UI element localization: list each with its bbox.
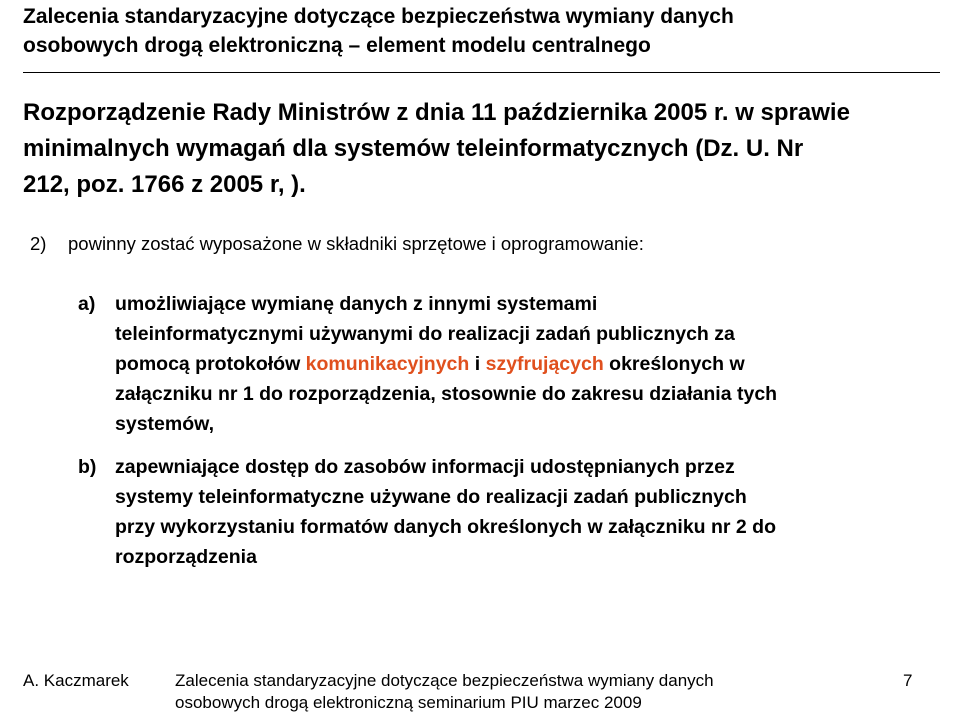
accent-word-komunikacyjnych: komunikacyjnych bbox=[305, 353, 470, 375]
item-a-line-3-mid: i bbox=[469, 353, 486, 375]
item-a-text bbox=[78, 289, 958, 439]
footer-text-line-1: Zalecenia standaryzacyjne dotyczące bezpieczeństwa wymiany danych bbox=[175, 671, 714, 690]
footer-text bbox=[175, 670, 815, 714]
point-2-number: 2) bbox=[30, 233, 47, 254]
item-a bbox=[78, 289, 958, 439]
page-number: 7 bbox=[903, 671, 913, 690]
slide-footer bbox=[23, 670, 943, 716]
item-b-line-1: zapewniające dostęp do zasobów informacji udostępnianych przez bbox=[115, 456, 735, 478]
title-divider bbox=[23, 72, 940, 73]
slide-title bbox=[23, 2, 943, 60]
point-2-text: powinny zostać wyposażone w składniki sprzętowe i oprogramowanie: bbox=[68, 233, 644, 254]
regulation-line-2: minimalnych wymagań dla systemów teleinformatycznych (Dz. U. Nr bbox=[23, 135, 804, 162]
item-b-letter: b) bbox=[78, 456, 97, 478]
regulation-line-1: Rozporządzenie Rady Ministrów z dnia 11 października 2005 r. w sprawie bbox=[23, 99, 850, 126]
footer-author: A. Kaczmarek bbox=[23, 671, 129, 690]
item-b-line-4: rozporządzenia bbox=[115, 546, 257, 568]
regulation-line-3: 212, poz. 1766 z 2005 r, ). bbox=[23, 171, 306, 198]
item-a-line-1: umożliwiające wymianę danych z innymi systemami bbox=[115, 293, 598, 315]
item-a-line-2: teleinformatycznymi używanymi do realizacji zadań publicznych za bbox=[115, 323, 735, 345]
item-a-line-3-pre: pomocą protokołów bbox=[115, 353, 306, 375]
title-line-2: osobowych drogą elektroniczną – element modelu centralnego bbox=[23, 34, 651, 57]
item-a-letter: a) bbox=[78, 293, 96, 315]
item-a-line-4: załączniku nr 1 do rozporządzenia, stosownie do zakresu działania tych bbox=[115, 383, 778, 405]
title-line-1: Zalecenia standaryzacyjne dotyczące bezpieczeństwa wymiany danych bbox=[23, 5, 734, 28]
point-2 bbox=[30, 230, 940, 258]
item-a-line-3-post: określonych w bbox=[603, 353, 745, 375]
item-b bbox=[78, 452, 958, 572]
item-b-line-3: przy wykorzystaniu formatów danych określonych w załączniku nr 2 do bbox=[115, 516, 777, 538]
item-a-line-5: systemów, bbox=[115, 413, 214, 435]
item-b-line-2: systemy teleinformatyczne używane do realizacji zadań publicznych bbox=[115, 486, 747, 508]
item-b-text bbox=[78, 452, 958, 572]
accent-word-szyfrujacych: szyfrujących bbox=[485, 353, 604, 375]
regulation-heading bbox=[23, 95, 958, 203]
footer-text-line-2: osobowych drogą elektroniczną seminarium PIU marzec 2009 bbox=[175, 693, 642, 712]
